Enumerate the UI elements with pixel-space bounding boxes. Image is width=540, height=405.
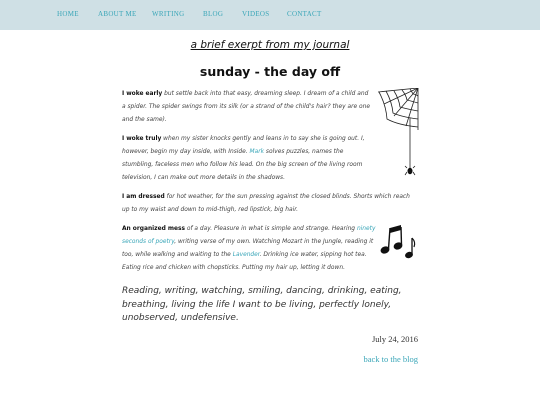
- spider-web-icon: [376, 88, 420, 180]
- paragraph-3: [122, 191, 418, 217]
- paragraph-lead: I woke early: [122, 91, 163, 97]
- lavender-link[interactable]: Lavender: [232, 252, 260, 258]
- mark-link[interactable]: Mark: [249, 149, 265, 155]
- paragraph-text: but settle back into that easy, dreaming sleep. I dream of a child and a spider. The spider swings from its silk (or a strand of the child's hair? they are one and the same).: [122, 91, 370, 123]
- nav-videos[interactable]: VIDEOS: [242, 10, 270, 18]
- paragraph-text: when my sister knocks gently and leans in to say she is going out. I, however, begin my day inside, with Inside.: [122, 136, 365, 155]
- nav-blog[interactable]: BLOG: [203, 10, 224, 18]
- paragraph-text: solves puzzles, names the stumbling, faceless men who follow his lead. On the big screen of the living room television, I can make out more details in the shadows.: [122, 149, 363, 181]
- music-notes-icon: [379, 224, 417, 260]
- post-date: July 24, 2016: [371, 333, 418, 344]
- nav-about-me[interactable]: ABOUT ME: [98, 10, 137, 18]
- nav-contact[interactable]: CONTACT: [287, 10, 322, 18]
- post-title: sunday - the day off: [199, 64, 341, 79]
- paragraph-2: [122, 133, 372, 185]
- paragraph-lead: An organized mess: [122, 226, 185, 232]
- paragraph-text: , writing verse of my own. Watching Mozart in the Jungle, reading it too, while walking and waiting to the: [122, 239, 374, 258]
- paragraph-text: . Drinking ice water, sipping hot tea. Eating rice and chicken with chopsticks. Putting my hair up, letting it down.: [122, 252, 367, 271]
- summary-text: Reading, writing, watching, smiling, dancing, drinking, eating, breathing, living the life I want to be living, perfectly lonely, unobserved, undefensive.: [122, 286, 402, 323]
- nav-writing[interactable]: WRITING: [152, 10, 185, 18]
- poetry-link[interactable]: ninety seconds of poetry: [122, 226, 376, 245]
- paragraph-lead: I woke truly: [122, 136, 162, 142]
- top-nav: [0, 0, 540, 30]
- nav-home[interactable]: HOME: [57, 10, 79, 18]
- paragraph-text: for hot weather, for the sun pressing against the closed blinds. Shorts which reach up to my waist and down to mid-thigh, red lipstick, big hair.: [122, 194, 410, 213]
- excerpt-label: a brief exerpt from my journal: [190, 39, 350, 51]
- back-to-blog-link[interactable]: back to the blog: [363, 353, 418, 364]
- journal-post: [122, 38, 418, 364]
- paragraph-4: [122, 223, 376, 275]
- paragraph-text: of a day. Pleasure in what is simple and strange. Hearing: [185, 226, 357, 232]
- paragraph-lead: I am dressed: [122, 194, 165, 200]
- paragraph-1: [122, 88, 372, 127]
